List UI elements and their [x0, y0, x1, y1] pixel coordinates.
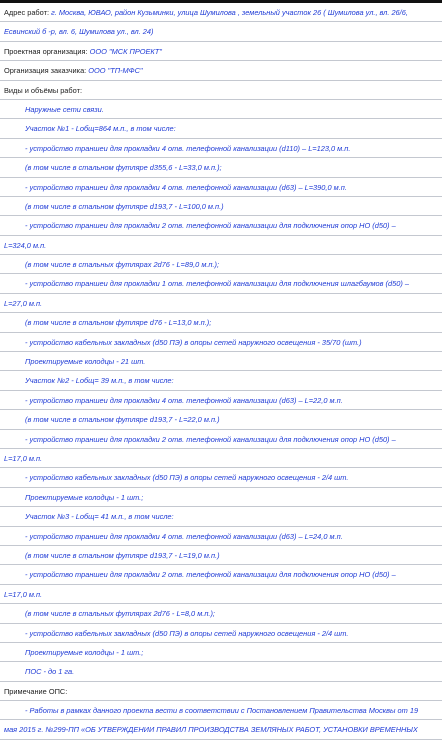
work-item-line: - устройство траншеи для прокладки 2 отв. телефонной канализации для подключения опор НО (d50) –	[0, 430, 442, 449]
field-value: ООО "ТП-МФС"	[86, 66, 143, 76]
work-item-line: (в том числе в стальных футлярах 2d76 - L=89,0 м.п.);	[0, 255, 442, 274]
work-item-line: - устройство траншеи для прокладки 4 отв. телефонной канализации (d110) – L=123,0 м.п.	[0, 139, 442, 158]
work-item-line: - устройство траншеи для прокладки 2 отв. телефонной канализации для подключения опор НО (d50) –	[0, 216, 442, 235]
work-item-line: Участок №1 - Lобщ=864 м.п., в том числе:	[0, 119, 442, 138]
work-item-line: (в том числе в стальном футляре d193,7 - L=22,0 м.п.)	[0, 410, 442, 429]
field-value: ООО "МСК ПРОЕКТ"	[87, 46, 162, 56]
work-item-line: (в том числе в стальном футляре d76 - L=13,0 м.п.);	[0, 313, 442, 332]
field-label: Организация заказчика:	[4, 66, 87, 76]
field-row	[0, 42, 442, 61]
work-item-line: Участок №3 - Lобщ= 41 м.п., в том числе:	[0, 507, 442, 526]
field-label: Адрес работ:	[4, 8, 50, 17]
work-item-line: (в том числе в стальном футляре d355,6 - L=33,0 м.п.);	[0, 158, 442, 177]
work-item-line: L=324,0 м.п.	[0, 236, 442, 255]
section-label: Примечание ОПС:	[0, 682, 442, 701]
work-item-line: Есвинский б -р, вл. 6, Шумилова ул., вл. 24)	[0, 22, 442, 41]
work-item-line: L=17,0 м.п.	[0, 449, 442, 468]
field-row	[0, 3, 442, 22]
work-item-line: - устройство траншеи для прокладки 4 отв. телефонной канализации (d63) – L=390,0 м.п.	[0, 178, 442, 197]
work-item-line: мая 2015 г. №299-ПП «ОБ УТВЕРЖДЕНИИ ПРАВИЛ ПРОИЗВОДСТВА ЗЕМЛЯНЫХ РАБОТ, УСТАНОВКИ ВРЕМЕННЫХ	[0, 720, 442, 739]
work-item-line: - устройство кабельных закладных (d50 ПЭ) в опоры сетей наружного освещения - 2/4 шт.	[0, 624, 442, 643]
work-item-line: Проектируемые колодцы - 1 шт.;	[0, 643, 442, 662]
work-item-line: - устройство кабельных закладных (d50 ПЭ) в опоры сетей наружного освещения - 35/70 (шт.)	[0, 333, 442, 352]
field-label: Проектная организация:	[4, 46, 88, 56]
work-item-line: L=27,0 м.п.	[0, 294, 442, 313]
work-item-line: - Работы в рамках данного проекта вести в соответствии с Постановлением Правительства Москвы от 19	[0, 701, 442, 720]
work-item-line: (в том числе в стальном футляре d193,7 - L=19,0 м.п.)	[0, 546, 442, 565]
work-item-line: Проектируемые колодцы - 21 шт.	[0, 352, 442, 371]
work-item-line: (в том числе в стальном футляре d193,7 - L=100,0 м.п.)	[0, 197, 442, 216]
section-label: Виды и объёмы работ:	[0, 81, 442, 100]
work-item-line: Наружные сети связи.	[0, 100, 442, 119]
work-item-line: - устройство траншеи для прокладки 4 отв. телефонной канализации (d63) – L=24,0 м.п.	[0, 527, 442, 546]
work-item-line: - устройство траншеи для прокладки 4 отв. телефонной канализации (d63) – L=22,0 м.п.	[0, 391, 442, 410]
work-item-line: - устройство траншеи для прокладки 2 отв. телефонной канализации для подключения опор НО (d50) –	[0, 565, 442, 584]
field-value: г. Москва, ЮВАО, район Кузьминки, улица Шумилова , земельный участок 26 ( Шумилова ул., вл. 26/6,	[49, 8, 408, 17]
work-item-line: - устройство траншеи для прокладки 1 отв. телефонной канализации для подключения шлагбаумов (d50) –	[0, 274, 442, 293]
work-item-line: Проектируемые колодцы - 1 шт.;	[0, 488, 442, 507]
field-row	[0, 61, 442, 80]
work-item-line: (в том числе в стальных футлярах 2d76 - L=8,0 м.п.);	[0, 604, 442, 623]
work-description-document	[0, 3, 442, 740]
work-item-line: L=17,0 м.п.	[0, 585, 442, 604]
work-item-line: Участок №2 - Lобщ= 39 м.п., в том числе:	[0, 371, 442, 390]
work-item-line: ПОС - до 1 га.	[0, 662, 442, 681]
work-item-line: - устройство кабельных закладных (d50 ПЭ) в опоры сетей наружного освещения - 2/4 шт.	[0, 468, 442, 487]
